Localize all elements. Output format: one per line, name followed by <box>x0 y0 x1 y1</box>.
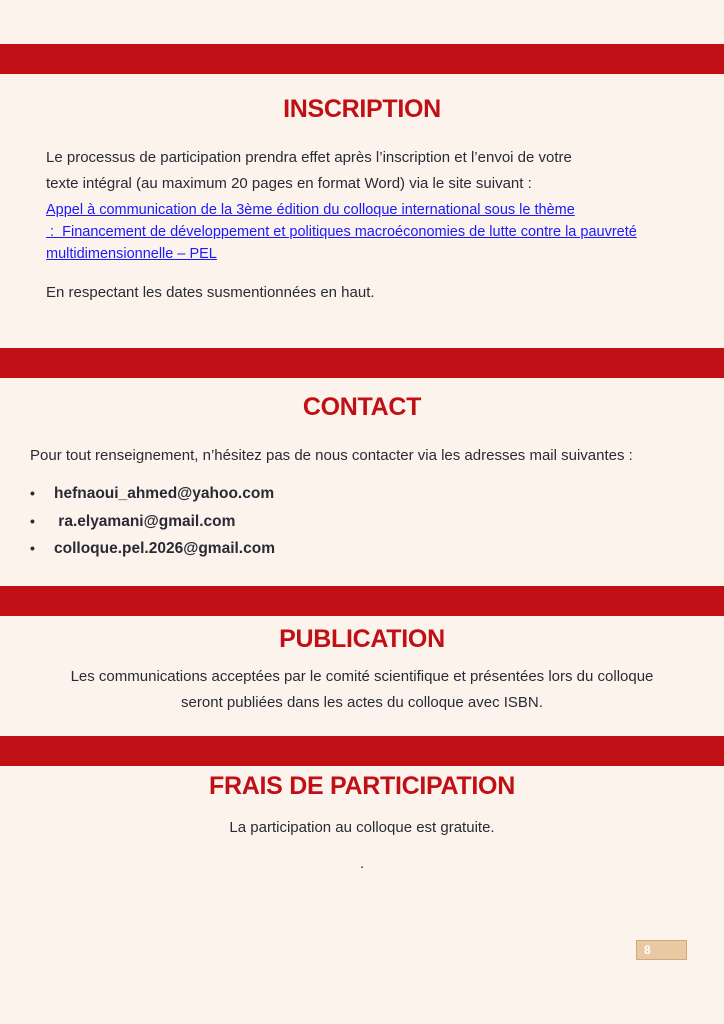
registration-link-line1[interactable]: Appel à communication de la 3ème édition du colloque international sous le thème <box>46 202 575 218</box>
registration-link-line2[interactable]: : Financement de développement et politiques macroéconomies de lutte contre la pauvreté <box>46 224 637 240</box>
section-band-contact <box>0 348 724 378</box>
publication-line1: Les communications acceptées par le comité scientifique et présentées lors du colloque <box>70 668 654 685</box>
bullet-icon: • <box>30 485 35 501</box>
page-number-badge: 8 <box>636 940 687 960</box>
section-band-publication <box>0 586 724 616</box>
registration-link[interactable] <box>46 199 696 265</box>
inscription-note: En respectant les dates susmentionnées en haut. <box>46 284 375 301</box>
inscription-paragraph-line2: texte intégral (au maximum 20 pages en format Word) via le site suivant : <box>46 175 532 192</box>
section-band-frais <box>0 736 724 766</box>
email-address[interactable]: colloque.pel.2026@gmail.com <box>54 540 275 557</box>
frais-text: La participation au colloque est gratuite. <box>229 819 495 836</box>
inscription-paragraph-line1: Le processus de participation prendra effet après l’inscription et l’envoi de votre <box>46 149 572 166</box>
bullet-icon: • <box>30 540 35 556</box>
contact-intro: Pour tout renseignement, n’hésitez pas de nous contacter via les adresses mail suivantes : <box>30 447 633 464</box>
email-address[interactable]: hefnaoui_ahmed@yahoo.com <box>54 485 275 502</box>
email-item[interactable] <box>30 480 275 508</box>
email-address[interactable]: ra.elyamani@gmail.com <box>54 512 236 530</box>
contact-title: CONTACT <box>302 393 422 421</box>
section-band-top <box>0 44 724 74</box>
email-item[interactable] <box>30 535 275 563</box>
bullet-icon: • <box>30 512 35 529</box>
contact-email-list <box>30 480 275 563</box>
publication-title: PUBLICATION <box>279 625 445 653</box>
email-item[interactable] <box>30 508 275 536</box>
frais-dot: . <box>360 855 365 872</box>
inscription-title: INSCRIPTION <box>283 95 441 123</box>
publication-line2: seront publiées dans les actes du colloque avec ISBN. <box>181 694 543 711</box>
registration-link-line3[interactable]: multidimensionnelle – PEL <box>46 246 217 262</box>
frais-title: FRAIS DE PARTICIPATION <box>209 772 515 800</box>
